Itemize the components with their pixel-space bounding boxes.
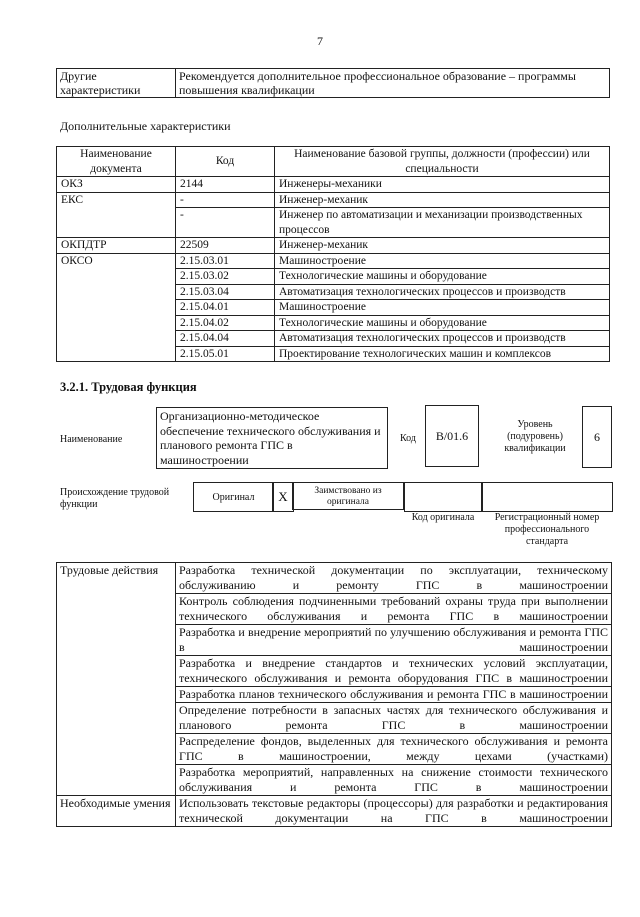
cell-name: Автоматизация технологических процессов и производств	[275, 284, 610, 300]
code-label: Код	[400, 433, 416, 444]
table-row	[57, 563, 612, 594]
cell-name: Автоматизация технологических процессов и производств	[275, 331, 610, 347]
cell-code: 2.15.04.01	[176, 300, 275, 316]
action-item: Разработка мероприятий, направленных на снижение стоимости технического обслуживания и ремонта ГПС в машиностроении	[176, 765, 612, 796]
cell-code: -	[176, 208, 275, 238]
cell-name: Инженер-механик	[275, 238, 610, 254]
reg-number-cell	[481, 482, 613, 512]
cell-code: 2.15.05.01	[176, 346, 275, 362]
col-header-code: Код	[176, 147, 275, 177]
function-heading: 3.2.1. Трудовая функция	[60, 380, 197, 394]
cell-code: 2.15.04.04	[176, 331, 275, 347]
additional-table	[56, 146, 610, 362]
cell-name: Машиностроение	[275, 300, 610, 316]
skills-label: Необходимые умения	[57, 796, 176, 827]
cell-name: Технологические машины и оборудование	[275, 315, 610, 331]
cell-code: 2.15.03.02	[176, 269, 275, 285]
level-label: Уровень (подуровень) квалификации	[504, 419, 566, 454]
cell-name: Инженер по автоматизации и механизации производственных процессов	[275, 208, 610, 238]
cell-code: -	[176, 192, 275, 208]
level-value-box: 6	[582, 406, 612, 468]
function-code-box: B/01.6	[425, 405, 479, 467]
additional-heading: Дополнительные характеристики	[60, 119, 231, 133]
other-value: Рекомендуется дополнительное профессиональное образование – программы повышения квалификации	[176, 69, 610, 98]
cell-code: 2.15.03.01	[176, 253, 275, 269]
table-row	[57, 192, 610, 208]
cell-code: 2144	[176, 177, 275, 193]
cell-name: Инженеры-механики	[275, 177, 610, 193]
cell-name: Инженер-механик	[275, 192, 610, 208]
cell-doc: ОКПДТР	[57, 238, 176, 254]
name-label: Наименование	[60, 434, 123, 445]
cell-doc: ОКЗ	[57, 177, 176, 193]
orig-code-label: Код оригинала	[411, 512, 475, 523]
original-mark: X	[272, 482, 294, 512]
cell-code: 22509	[176, 238, 275, 254]
cell-name: Машиностроение	[275, 253, 610, 269]
reg-number-label: Регистрационный номер профессионального стандарта	[494, 512, 600, 547]
action-item: Определение потребности в запасных частях для технического обслуживания и планового ремонта ГПС в машиностроении	[176, 703, 612, 734]
cell-doc: ЕКС	[57, 192, 176, 238]
other-label: Другие характеристики	[57, 69, 176, 98]
action-item: Разработка и внедрение мероприятий по улучшению обслуживания и ремонта ГПС в машиностроении	[176, 625, 612, 656]
cell-code: 2.15.03.04	[176, 284, 275, 300]
original-cell: Оригинал	[193, 482, 274, 512]
borrowed-cell: Заимствовано из оригинала	[292, 482, 404, 510]
action-item: Разработка планов технического обслуживания и ремонта ГПС в машиностроении	[176, 687, 612, 703]
col-header-name: Наименование базовой группы, должности (профессии) или специальности	[275, 147, 610, 177]
action-item: Разработка и внедрение стандартов и технических условий эксплуатации, технического обслуживания и ремонта оборудования ГПС в машиностроении	[176, 656, 612, 687]
cell-name: Технологические машины и оборудование	[275, 269, 610, 285]
page-number: 7	[317, 34, 323, 48]
table-row	[57, 253, 610, 269]
table-row	[57, 238, 610, 254]
origin-label: Происхождение трудовой функции	[60, 487, 170, 510]
function-name-box: Организационно-методическое обеспечение технического обслуживания и планового ремонта ГПС в машиностроении	[156, 407, 388, 469]
action-item: Контроль соблюдения подчиненными требований охраны труда при выполнении технического обслуживания и ремонта ГПС в машиностроении	[176, 594, 612, 625]
table-row	[57, 796, 612, 827]
actions-table	[56, 562, 612, 827]
action-item: Распределение фондов, выделенных для технического обслуживания и ремонта ГПС в машиностроении, между цехами (участками)	[176, 734, 612, 765]
cell-name: Проектирование технологических машин и комплексов	[275, 346, 610, 362]
action-item: Разработка технической документации по эксплуатации, техническому обслуживанию и ремонту ГПС в машиностроении	[176, 563, 612, 594]
actions-label: Трудовые действия	[57, 563, 176, 796]
other-characteristics-table	[56, 68, 610, 98]
cell-code: 2.15.04.02	[176, 315, 275, 331]
table-row	[57, 177, 610, 193]
cell-doc: ОКСО	[57, 253, 176, 362]
col-header-doc: Наименование документа	[57, 147, 176, 177]
skill-item: Использовать текстовые редакторы (процессоры) для разработки и редактирования технической документации на ГПС в машиностроении	[176, 796, 612, 827]
orig-code-cell	[404, 482, 483, 512]
